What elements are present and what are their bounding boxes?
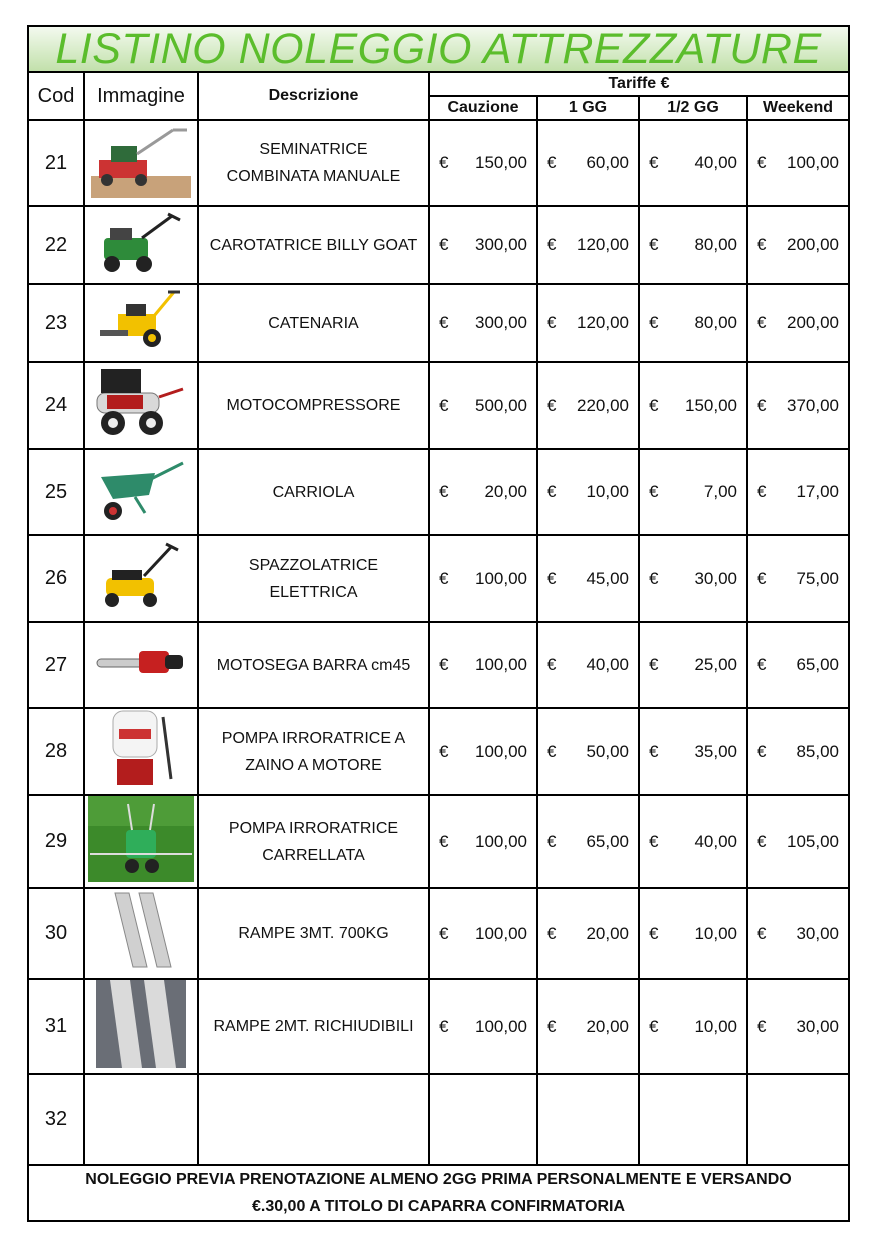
cell-cauzione-value: 150,00 bbox=[475, 153, 527, 172]
currency-symbol: € bbox=[649, 153, 659, 172]
cell-1gg-value: 60,00 bbox=[586, 153, 629, 172]
cell-image bbox=[84, 284, 198, 362]
cell-weekend bbox=[747, 708, 849, 795]
currency-symbol: € bbox=[547, 153, 557, 172]
description-line-1: MOTOCOMPRESSORE bbox=[226, 397, 401, 414]
header-weekend: Weekend bbox=[747, 96, 849, 120]
cell-half-gg-value: 7,00 bbox=[703, 482, 737, 501]
description-line-2: ZAINO A MOTORE bbox=[245, 756, 382, 774]
cell-cod: 27 bbox=[28, 622, 84, 708]
currency-symbol: € bbox=[439, 1016, 449, 1036]
cell-weekend-value: 85,00 bbox=[796, 741, 840, 761]
cell-cauzione-value: 500,00 bbox=[475, 395, 527, 415]
currency-symbol: € bbox=[547, 741, 557, 761]
currency-symbol: € bbox=[757, 741, 767, 761]
chainsaw-icon bbox=[85, 645, 197, 686]
currency-symbol: € bbox=[649, 568, 659, 588]
cell-cauzione bbox=[429, 979, 537, 1074]
cell-half-gg bbox=[639, 979, 747, 1074]
cell-cauzione-value: 100,00 bbox=[475, 741, 527, 761]
cell-half-gg bbox=[639, 535, 747, 622]
cell-weekend-value: 100,00 bbox=[787, 153, 840, 172]
page-title: LISTINO NOLEGGIO ATTREZZATURE bbox=[55, 25, 822, 73]
compressor-icon bbox=[85, 365, 197, 446]
cell-description bbox=[198, 449, 429, 535]
cell-description bbox=[198, 206, 429, 284]
currency-symbol: € bbox=[649, 235, 659, 254]
rows-body bbox=[28, 120, 849, 1165]
description-line-1: SPAZZOLATRICE bbox=[248, 556, 379, 574]
cell-description bbox=[198, 535, 429, 622]
table-row bbox=[28, 979, 849, 1074]
currency-symbol: € bbox=[439, 831, 449, 851]
cell-cauzione-value: 100,00 bbox=[475, 568, 527, 588]
cell-1gg bbox=[537, 979, 639, 1074]
cell-cauzione-value: 100,00 bbox=[475, 655, 527, 674]
cell-cod: 26 bbox=[28, 535, 84, 622]
aerator-icon bbox=[85, 210, 197, 281]
cell-weekend-value: 105,00 bbox=[787, 831, 840, 851]
cell-cod: 31 bbox=[28, 979, 84, 1074]
currency-symbol: € bbox=[757, 395, 767, 415]
table-row bbox=[28, 795, 849, 888]
currency-symbol: € bbox=[649, 482, 659, 501]
cell-half-gg-value: 80,00 bbox=[694, 313, 737, 332]
cell-half-gg-value: 35,00 bbox=[694, 741, 737, 761]
cell-weekend bbox=[747, 888, 849, 979]
cell-cod: 28 bbox=[28, 708, 84, 795]
cell-half-gg bbox=[639, 284, 747, 362]
cell-1gg bbox=[537, 622, 639, 708]
cell-image bbox=[84, 449, 198, 535]
cell-weekend-value: 200,00 bbox=[787, 313, 840, 332]
ramps-icon bbox=[85, 889, 197, 978]
table-row bbox=[28, 284, 849, 362]
cell-weekend bbox=[747, 535, 849, 622]
table-row bbox=[28, 206, 849, 284]
currency-symbol: € bbox=[649, 1016, 659, 1036]
cell-weekend-value: 200,00 bbox=[787, 235, 840, 254]
header-tariffe: Tariffe € bbox=[429, 72, 849, 96]
header-immagine: Immagine bbox=[84, 72, 198, 120]
cell-cod: 32 bbox=[28, 1074, 84, 1165]
currency-symbol: € bbox=[439, 482, 449, 501]
cell-half-gg-value: 10,00 bbox=[694, 923, 737, 943]
cell-cauzione-value: 300,00 bbox=[475, 313, 527, 332]
description-line-1: CATENARIA bbox=[268, 314, 359, 332]
currency-symbol: € bbox=[757, 235, 767, 254]
seeder-icon bbox=[85, 124, 197, 203]
cell-half-gg bbox=[639, 1074, 747, 1165]
currency-symbol: € bbox=[757, 313, 767, 332]
cell-1gg bbox=[537, 206, 639, 284]
cell-cauzione-value: 100,00 bbox=[475, 1016, 527, 1036]
cell-description bbox=[198, 362, 429, 449]
cell-1gg bbox=[537, 284, 639, 362]
backpack-sprayer-icon bbox=[85, 709, 197, 794]
currency-symbol: € bbox=[757, 1016, 767, 1036]
cell-cauzione-value: 100,00 bbox=[475, 923, 527, 943]
table-row bbox=[28, 449, 849, 535]
currency-symbol: € bbox=[757, 923, 767, 943]
currency-symbol: € bbox=[757, 655, 767, 674]
cell-1gg-value: 65,00 bbox=[586, 831, 629, 851]
cell-weekend bbox=[747, 795, 849, 888]
cell-half-gg-value: 40,00 bbox=[694, 153, 737, 172]
cell-half-gg-value: 80,00 bbox=[694, 235, 737, 254]
cell-image bbox=[84, 362, 198, 449]
currency-symbol: € bbox=[547, 482, 557, 501]
currency-symbol: € bbox=[757, 153, 767, 172]
cell-cauzione bbox=[429, 1074, 537, 1165]
cell-1gg bbox=[537, 708, 639, 795]
footer-line-2: €.30,00 A TITOLO DI CAPARRA CONFIRMATORIA bbox=[251, 1198, 626, 1215]
currency-symbol: € bbox=[757, 482, 767, 501]
cell-1gg bbox=[537, 888, 639, 979]
table-row bbox=[28, 888, 849, 979]
description-line-2: COMBINATA MANUALE bbox=[226, 168, 401, 185]
cell-1gg-value: 220,00 bbox=[577, 395, 629, 415]
currency-symbol: € bbox=[649, 831, 659, 851]
cell-weekend-value: 75,00 bbox=[796, 568, 840, 588]
cell-weekend-value: 17,00 bbox=[796, 482, 840, 501]
cell-weekend bbox=[747, 979, 849, 1074]
cell-cauzione bbox=[429, 362, 537, 449]
cell-half-gg bbox=[639, 622, 747, 708]
cart-sprayer-icon bbox=[85, 796, 197, 887]
cell-cauzione-value: 20,00 bbox=[484, 482, 527, 501]
table-row bbox=[28, 362, 849, 449]
cell-description bbox=[198, 795, 429, 888]
wheelbarrow-icon bbox=[85, 455, 197, 530]
currency-symbol: € bbox=[547, 395, 557, 415]
price-list-table bbox=[27, 25, 850, 1222]
cell-weekend bbox=[747, 362, 849, 449]
cell-image bbox=[84, 1074, 198, 1165]
cell-1gg-value: 40,00 bbox=[586, 655, 629, 674]
cell-cauzione bbox=[429, 795, 537, 888]
currency-symbol: € bbox=[439, 313, 449, 332]
cell-description bbox=[198, 622, 429, 708]
currency-symbol: € bbox=[547, 831, 557, 851]
cell-image bbox=[84, 888, 198, 979]
scarifier-icon bbox=[85, 540, 197, 617]
table-row bbox=[28, 120, 849, 206]
cell-weekend bbox=[747, 284, 849, 362]
currency-symbol: € bbox=[547, 1016, 557, 1036]
table-row bbox=[28, 708, 849, 795]
cell-half-gg bbox=[639, 708, 747, 795]
trencher-icon bbox=[85, 288, 197, 359]
cell-half-gg bbox=[639, 795, 747, 888]
cell-weekend-value: 30,00 bbox=[796, 1016, 840, 1036]
currency-symbol: € bbox=[439, 395, 449, 415]
cell-1gg bbox=[537, 1074, 639, 1165]
cell-1gg-value: 120,00 bbox=[577, 235, 629, 254]
cell-image bbox=[84, 795, 198, 888]
cell-cod: 23 bbox=[28, 284, 84, 362]
description-line-1: MOTOSEGA BARRA cm45 bbox=[216, 656, 411, 674]
description-line-1: SEMINATRICE bbox=[259, 141, 368, 158]
description-line-1: CAROTATRICE BILLY GOAT bbox=[209, 236, 418, 254]
cell-image bbox=[84, 206, 198, 284]
cell-cauzione-value: 300,00 bbox=[475, 235, 527, 254]
cell-cod: 24 bbox=[28, 362, 84, 449]
currency-symbol: € bbox=[649, 923, 659, 943]
cell-cod: 30 bbox=[28, 888, 84, 979]
cell-image bbox=[84, 535, 198, 622]
cell-cod: 22 bbox=[28, 206, 84, 284]
description-line-1: RAMPE 2MT. RICHIUDIBILI bbox=[213, 1018, 414, 1035]
cell-1gg bbox=[537, 449, 639, 535]
cell-cauzione bbox=[429, 284, 537, 362]
currency-symbol: € bbox=[757, 568, 767, 588]
folding-ramps-icon bbox=[85, 980, 197, 1073]
cell-weekend bbox=[747, 449, 849, 535]
currency-symbol: € bbox=[547, 655, 557, 674]
cell-description bbox=[198, 979, 429, 1074]
cell-image bbox=[84, 120, 198, 206]
header-descrizione: Descrizione bbox=[198, 72, 429, 120]
cell-1gg-value: 120,00 bbox=[577, 313, 629, 332]
cell-cod: 21 bbox=[28, 120, 84, 206]
cell-half-gg bbox=[639, 206, 747, 284]
cell-1gg-value: 50,00 bbox=[586, 741, 629, 761]
description-line-2: CARRELLATA bbox=[262, 846, 365, 864]
cell-description bbox=[198, 284, 429, 362]
cell-cauzione bbox=[429, 535, 537, 622]
cell-1gg bbox=[537, 120, 639, 206]
description-line-2: ELETTRICA bbox=[269, 583, 358, 601]
table-row bbox=[28, 535, 849, 622]
currency-symbol: € bbox=[439, 655, 449, 674]
cell-cauzione bbox=[429, 888, 537, 979]
currency-symbol: € bbox=[757, 831, 767, 851]
header-half-gg: 1/2 GG bbox=[639, 96, 747, 120]
currency-symbol: € bbox=[439, 153, 449, 172]
cell-half-gg-value: 25,00 bbox=[694, 655, 737, 674]
cell-image bbox=[84, 979, 198, 1074]
currency-symbol: € bbox=[547, 923, 557, 943]
cell-1gg-value: 20,00 bbox=[586, 923, 629, 943]
title-banner bbox=[28, 26, 849, 72]
cell-cauzione-value: 100,00 bbox=[475, 831, 527, 851]
currency-symbol: € bbox=[649, 741, 659, 761]
currency-symbol: € bbox=[649, 395, 659, 415]
cell-1gg bbox=[537, 362, 639, 449]
cell-description bbox=[198, 888, 429, 979]
cell-half-gg-value: 30,00 bbox=[694, 568, 737, 588]
table-row bbox=[28, 622, 849, 708]
cell-image bbox=[84, 622, 198, 708]
description-line-1: RAMPE 3MT. 700KG bbox=[238, 925, 389, 942]
table-row bbox=[28, 1074, 849, 1165]
cell-1gg-value: 45,00 bbox=[586, 568, 629, 588]
price-list-sheet bbox=[27, 25, 848, 1222]
cell-image bbox=[84, 708, 198, 795]
cell-description bbox=[198, 1074, 429, 1165]
currency-symbol: € bbox=[439, 568, 449, 588]
cell-cauzione bbox=[429, 206, 537, 284]
currency-symbol: € bbox=[649, 655, 659, 674]
cell-1gg bbox=[537, 535, 639, 622]
header-1gg: 1 GG bbox=[537, 96, 639, 120]
cell-half-gg-value: 150,00 bbox=[685, 395, 737, 415]
cell-half-gg bbox=[639, 888, 747, 979]
cell-weekend bbox=[747, 622, 849, 708]
header-cauzione: Cauzione bbox=[429, 96, 537, 120]
cell-half-gg bbox=[639, 449, 747, 535]
cell-weekend-value: 65,00 bbox=[796, 655, 840, 674]
currency-symbol: € bbox=[649, 313, 659, 332]
description-line-1: POMPA IRRORATRICE bbox=[228, 819, 399, 837]
cell-description bbox=[198, 708, 429, 795]
footer-line-1: NOLEGGIO PREVIA PRENOTAZIONE ALMENO 2GG PRIMA PERSONALMENTE E VERSANDO bbox=[85, 1171, 792, 1188]
description-line-1: POMPA IRRORATRICE A bbox=[221, 729, 406, 747]
cell-cauzione bbox=[429, 622, 537, 708]
currency-symbol: € bbox=[439, 923, 449, 943]
cell-cod: 25 bbox=[28, 449, 84, 535]
footer-note bbox=[28, 1165, 849, 1221]
cell-weekend-value: 30,00 bbox=[796, 923, 840, 943]
cell-weekend bbox=[747, 206, 849, 284]
cell-cod: 29 bbox=[28, 795, 84, 888]
cell-weekend-value: 370,00 bbox=[787, 395, 840, 415]
cell-1gg-value: 20,00 bbox=[586, 1016, 629, 1036]
cell-half-gg bbox=[639, 120, 747, 206]
cell-half-gg-value: 40,00 bbox=[694, 831, 737, 851]
cell-weekend bbox=[747, 120, 849, 206]
cell-half-gg bbox=[639, 362, 747, 449]
currency-symbol: € bbox=[439, 741, 449, 761]
currency-symbol: € bbox=[547, 235, 557, 254]
cell-1gg-value: 10,00 bbox=[586, 482, 629, 501]
cell-1gg bbox=[537, 795, 639, 888]
header-cod: Cod bbox=[28, 72, 84, 120]
currency-symbol: € bbox=[439, 235, 449, 254]
cell-cauzione bbox=[429, 449, 537, 535]
cell-cauzione bbox=[429, 120, 537, 206]
cell-cauzione bbox=[429, 708, 537, 795]
cell-half-gg-value: 10,00 bbox=[694, 1016, 737, 1036]
description-line-1: CARRIOLA bbox=[272, 483, 355, 501]
currency-symbol: € bbox=[547, 313, 557, 332]
cell-description bbox=[198, 120, 429, 206]
cell-weekend bbox=[747, 1074, 849, 1165]
currency-symbol: € bbox=[547, 568, 557, 588]
